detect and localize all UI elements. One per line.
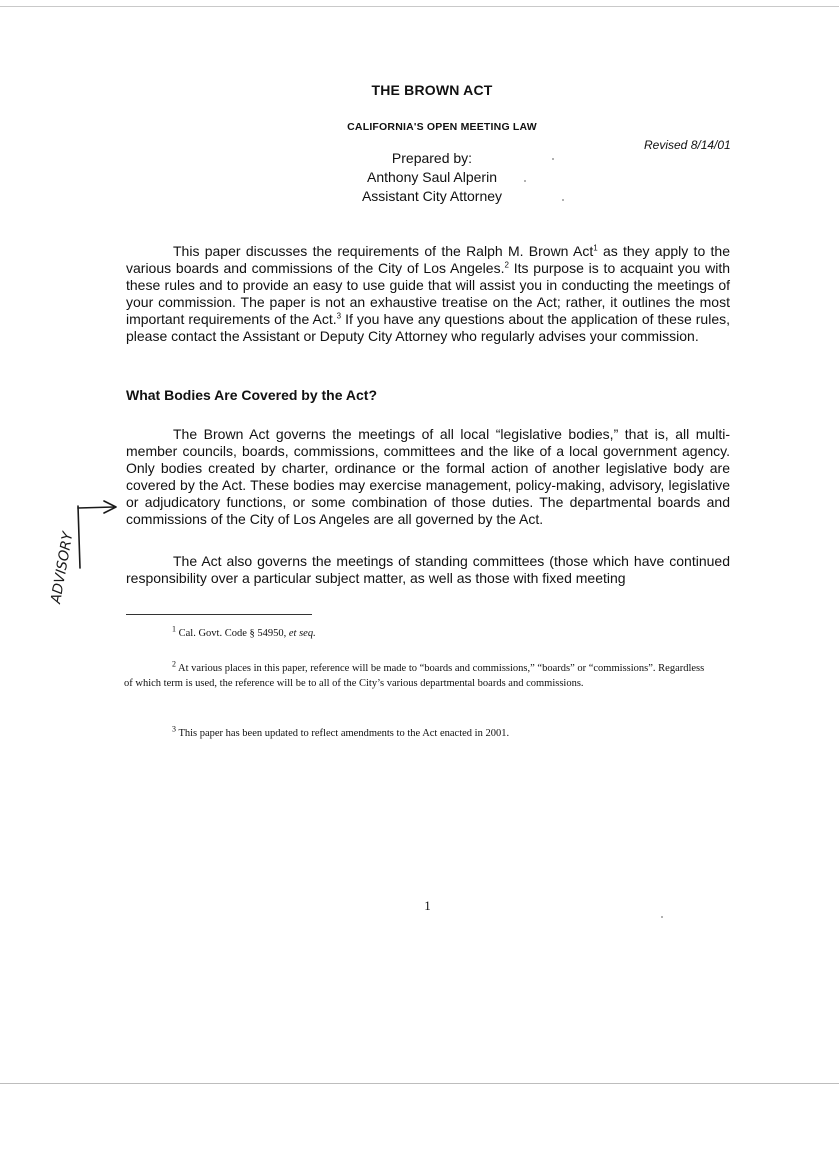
footnote-ref-3: 3: [336, 310, 342, 320]
footnote-2: $^2$ At various places in this paper, reference will be made to “boards and commissions,” “boards” or “commissions”. Regardless of which term is used, the reference will be to all of the City’s various departmental boards and commissions.: [124, 659, 705, 689]
footnote-ref-2: 2: [504, 260, 509, 270]
footnote-separator: [126, 614, 312, 615]
handwritten-note: ADVISORY: [48, 530, 77, 605]
footnote-3: $^3$ This paper has been updated to reflect amendments to the Act enacted in 2001.: [172, 724, 510, 739]
page-number: 1: [424, 898, 431, 913]
author-name: Anthony Saul Alperin: [367, 169, 497, 185]
scan-speck: [524, 180, 526, 182]
scan-edge-top: [0, 6, 839, 7]
footnote-ref-1: 1: [593, 243, 598, 253]
section-heading: What Bodies Are Covered by the Act?: [126, 387, 378, 403]
author-title: Assistant City Attorney: [361, 188, 503, 204]
footnote-1: $^1$ Cal. Govt. Code § 54950, et seq.: [172, 624, 316, 639]
scan-speck: [661, 916, 663, 918]
prepared-by-label: Prepared by:: [391, 150, 473, 166]
handwritten-annotation: [30, 486, 130, 616]
document-title: THE BROWN ACT: [371, 82, 493, 98]
scan-speck: [562, 199, 564, 201]
scan-edge-bottom: [0, 1083, 839, 1084]
revision-date: Revised 8/14/01: [644, 138, 731, 152]
intro-paragraph: This paper discusses the requirements of the Ralph M. Brown Act$^1$ as they apply to the various boards and commissions of the City of Los Angeles.$^2$ Its purpose is to acquaint you with these rules and to provide an easy to use guide that will assist you in conducting the meetings of your commission. The paper is not an exhaustive treatise on the Act; rather, it outlines the most important requirements of the Act.$^3$ If you have any questions about the application of these rules, please contact the Assistant or Deputy City Attorney who regularly advises your commission.: [126, 243, 731, 344]
document-subtitle: CALIFORNIA'S OPEN MEETING LAW: [347, 121, 537, 133]
coverage-paragraph: The Brown Act governs the meetings of all local “legislative bodies,” that is, all multi-member councils, boards, commissions, committees and the like of a local government agency. Only bodies created by charter, ordinance or the formal action of another legislative body are covered by the Act. These bodies may exercise management, policy-making, advisory, legislative or adjudicatory functions, or some combination of those duties. The departmental boards and commissions of the City of Los Angeles are all governed by the Act.: [126, 426, 730, 527]
scan-speck: [552, 158, 554, 160]
standing-committees-paragraph: The Act also governs the meetings of standing committees (those which have continued responsibility over a particular subject matter, as well as those with fixed meeting: [126, 553, 730, 586]
